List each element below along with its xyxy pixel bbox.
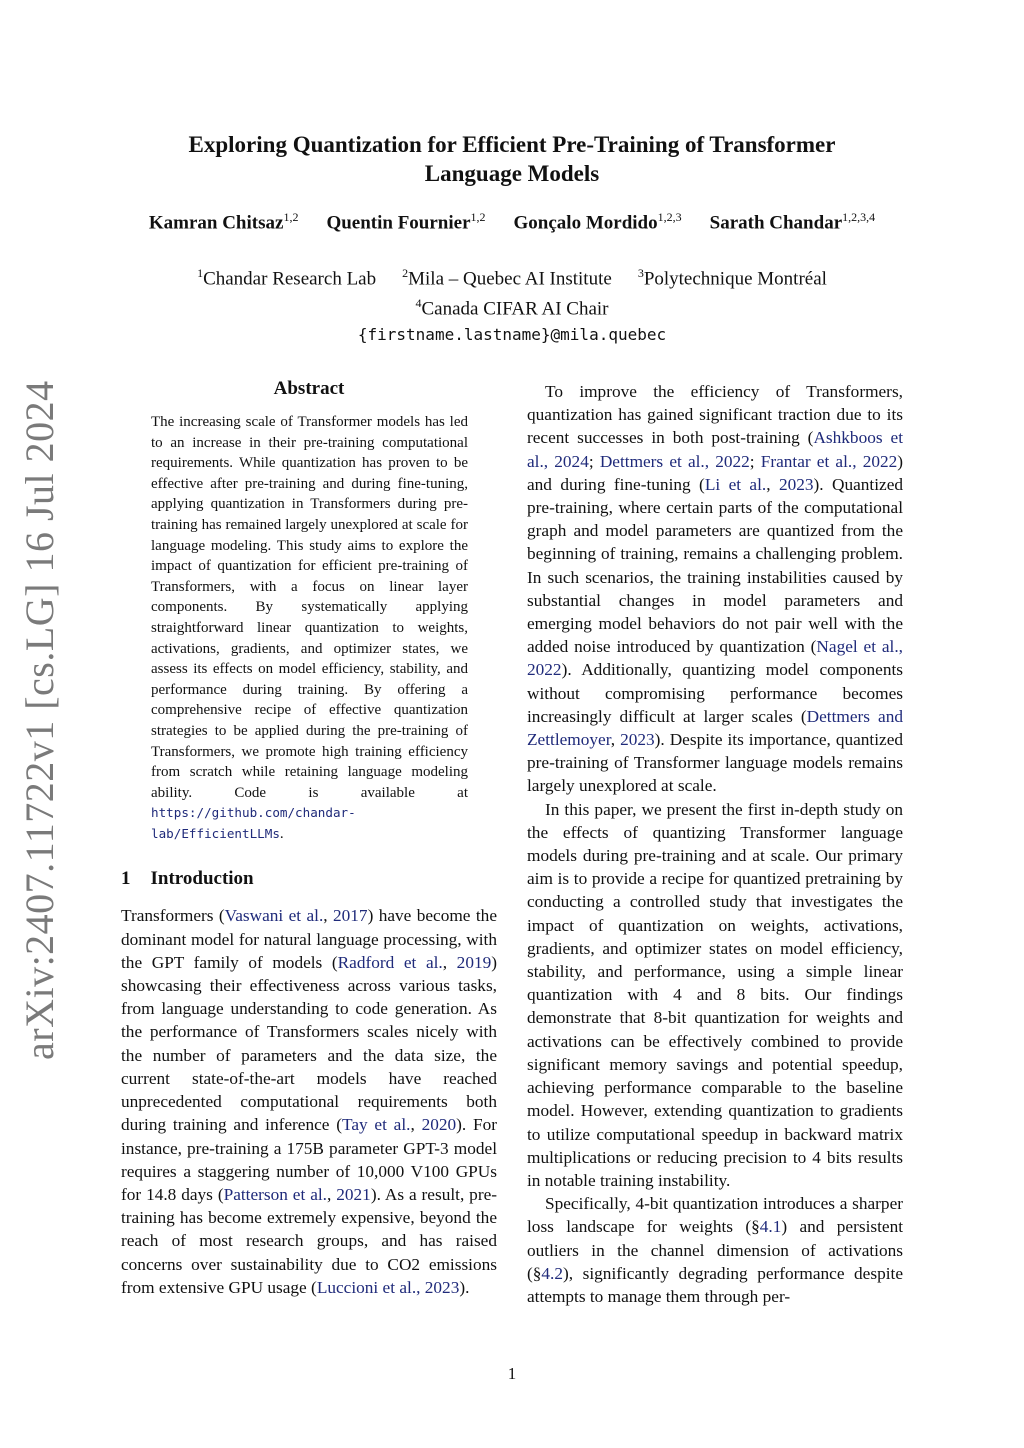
citation-link[interactable]: Li et al. <box>704 474 767 494</box>
affiliation: $^4$Canada CIFAR AI Chair <box>415 296 609 320</box>
affiliations <box>100 261 924 347</box>
right-column <box>527 380 903 1308</box>
citation-link[interactable]: Ashkboos et al., 2024 <box>527 428 903 471</box>
citation-link[interactable]: Patterson et al. <box>223 1184 327 1204</box>
citation-link[interactable]: Dettmers and Zettlemoyer <box>527 706 903 750</box>
citation-link[interactable]: 2017 <box>333 906 368 926</box>
citation-link[interactable]: 2023 <box>620 730 655 750</box>
page-number: 1 <box>507 1364 517 1383</box>
citation-link[interactable]: Tay et al. <box>341 1115 411 1135</box>
affiliation: $^3$Polytechnique Montréal <box>637 266 827 290</box>
intro-paragraph: Specifically, 4-bit quantization introduces a sharper loss landscape for weights (§4.1) and persistent outliers in the channel dimension of activations (§4.2), significantly degrading performance despite attempts to manage them through per- <box>527 1194 904 1306</box>
section-heading: 1 Introduction <box>121 868 254 890</box>
intro-paragraph: In this paper, we present the first in-depth study on the effects of quantizing Transformer language models during pre-training and at scale. Our primary aim is to provide a recipe for quantized pretraining by conducting a controlled study that investigates the impact of quantization on weights, activations, gradients, and optimizer states on model efficiency, stability, and performance, using a simple linear quantization with 4 and 8 bits. Our findings demonstrate that 8-bit quantization for weights and activations can be effectively combined to provide significant memory savings and potential speedup, achieving performance comparable to the baseline model. However, extending quantization to gradients to utilize computational speedup in backward matrix multiplications or reducing precision to 4 bits results in notable training instability. <box>527 799 903 1190</box>
affiliation: $^2$Mila – Quebec AI Institute <box>402 266 612 290</box>
author: Sarath Chandar$^{1,2,3,4}$ <box>709 210 876 234</box>
contact-email: {firstname.lastname}@mila.quebec <box>357 324 667 344</box>
paper-title: Exploring Quantization for Efficient Pre-Training of Transformer Language Models <box>188 132 836 186</box>
left-column <box>121 378 497 1299</box>
author: Kamran Chitsaz$^{1,2}$ <box>148 210 299 234</box>
author: Gonçalo Mordido$^{1,2,3}$ <box>513 210 682 234</box>
citation-link[interactable]: Radford et al. <box>337 952 443 972</box>
citation-link[interactable]: 2020 <box>421 1115 457 1135</box>
affiliation: $^1$Chandar Research Lab <box>197 266 377 290</box>
intro-paragraph: To improve the efficiency of Transformers, quantization has gained significant traction due to its recent successes in both post-training (Ashkboos et al., 2024; Dettmers et al., 2022; Frantar et al., 2022) and during fine-tuning (Li et al., 2023). Quantized pre-training, where certain parts of the computational graph and model parameters are quantized from the beginning of training, remains a challenging problem. In such scenarios, the training instabilities caused by substantial changes in model parameters and emerging model behaviors do not pair well with the added noise introduced by quantization (Nagel et al., 2022). Additionally, quantizing model components without compromising performance becomes increasingly difficult at larger scales (Dettmers and Zettlemoyer, 2023). Despite its importance, quantized pre-training of Transformer language models remains largely unexplored at scale. <box>527 382 904 796</box>
citation-link[interactable]: 4.1 <box>759 1217 782 1237</box>
intro-paragraph: Transformers (Vaswani et al., 2017) have become the dominant model for natural language processing, with the GPT family of models (Radford et al., 2019) showcasing their effectiveness across various tasks, from language understanding to code generation. As the performance of Transformers scales nicely with the number of parameters and the data size, the current state-of-the-art models have reached unprecedented computational requirements both during training and inference (Tay et al., 2020). For instance, pre-training a 175B parameter GPT-3 model requires a staggering number of 10,000 V100 GPUs for 14.8 days (Patterson et al., 2021). As a result, pre-training has become extremely expensive, beyond the reach of most research groups, and has raised concerns over sustainability due to CO2 emissions from extensive GPU usage (Luccioni et al., 2023). <box>121 906 498 1297</box>
author: Quentin Fournier$^{1,2}$ <box>326 210 486 234</box>
citation-link[interactable]: 2021 <box>336 1184 371 1204</box>
abstract-heading: Abstract <box>273 378 345 399</box>
author-list <box>100 210 924 234</box>
citation-link[interactable]: Frantar et al., 2022 <box>760 451 898 471</box>
citation-link[interactable]: 2023 <box>778 474 814 494</box>
arxiv-identifier: arXiv:2407.11722v1 [cs.LG] 16 Jul 2024 <box>17 380 62 1060</box>
citation-link[interactable]: Luccioni et al., 2023 <box>316 1277 460 1297</box>
citation-link[interactable]: 4.2 <box>541 1263 564 1283</box>
citation-link[interactable]: Vaswani et al. <box>224 906 324 926</box>
code-link[interactable]: https://github.com/chandar-lab/EfficientLLMs <box>151 805 356 841</box>
citation-link[interactable]: Nagel et al., 2022 <box>527 637 903 680</box>
citation-link[interactable]: Dettmers et al., 2022 <box>599 451 750 471</box>
citation-link[interactable]: 2019 <box>456 952 492 972</box>
abstract-text: The increasing scale of Transformer models has led to an increase in their pre-training computational requirements. While quantization has proven to be effective after pre-training and during fine-tuning, applying quantization in Transformers during pre-training has remained largely unexplored at scale for language modeling. This study aims to explore the impact of quantization for efficient pre-training of Transformers, with a focus on linear layer components. By systematically applying straightforward linear quantization to weights, activations, gradients, and optimizer states, we assess its effects on model efficiency, stability, and performance during training. By offering a comprehensive recipe of effective quantization strategies to be applied during the pre-training of Transformers, we promote high training efficiency from scratch while retaining language modeling ability. Code is available at https://github.com/chandar-lab/EfficientLLMs. <box>151 414 468 842</box>
